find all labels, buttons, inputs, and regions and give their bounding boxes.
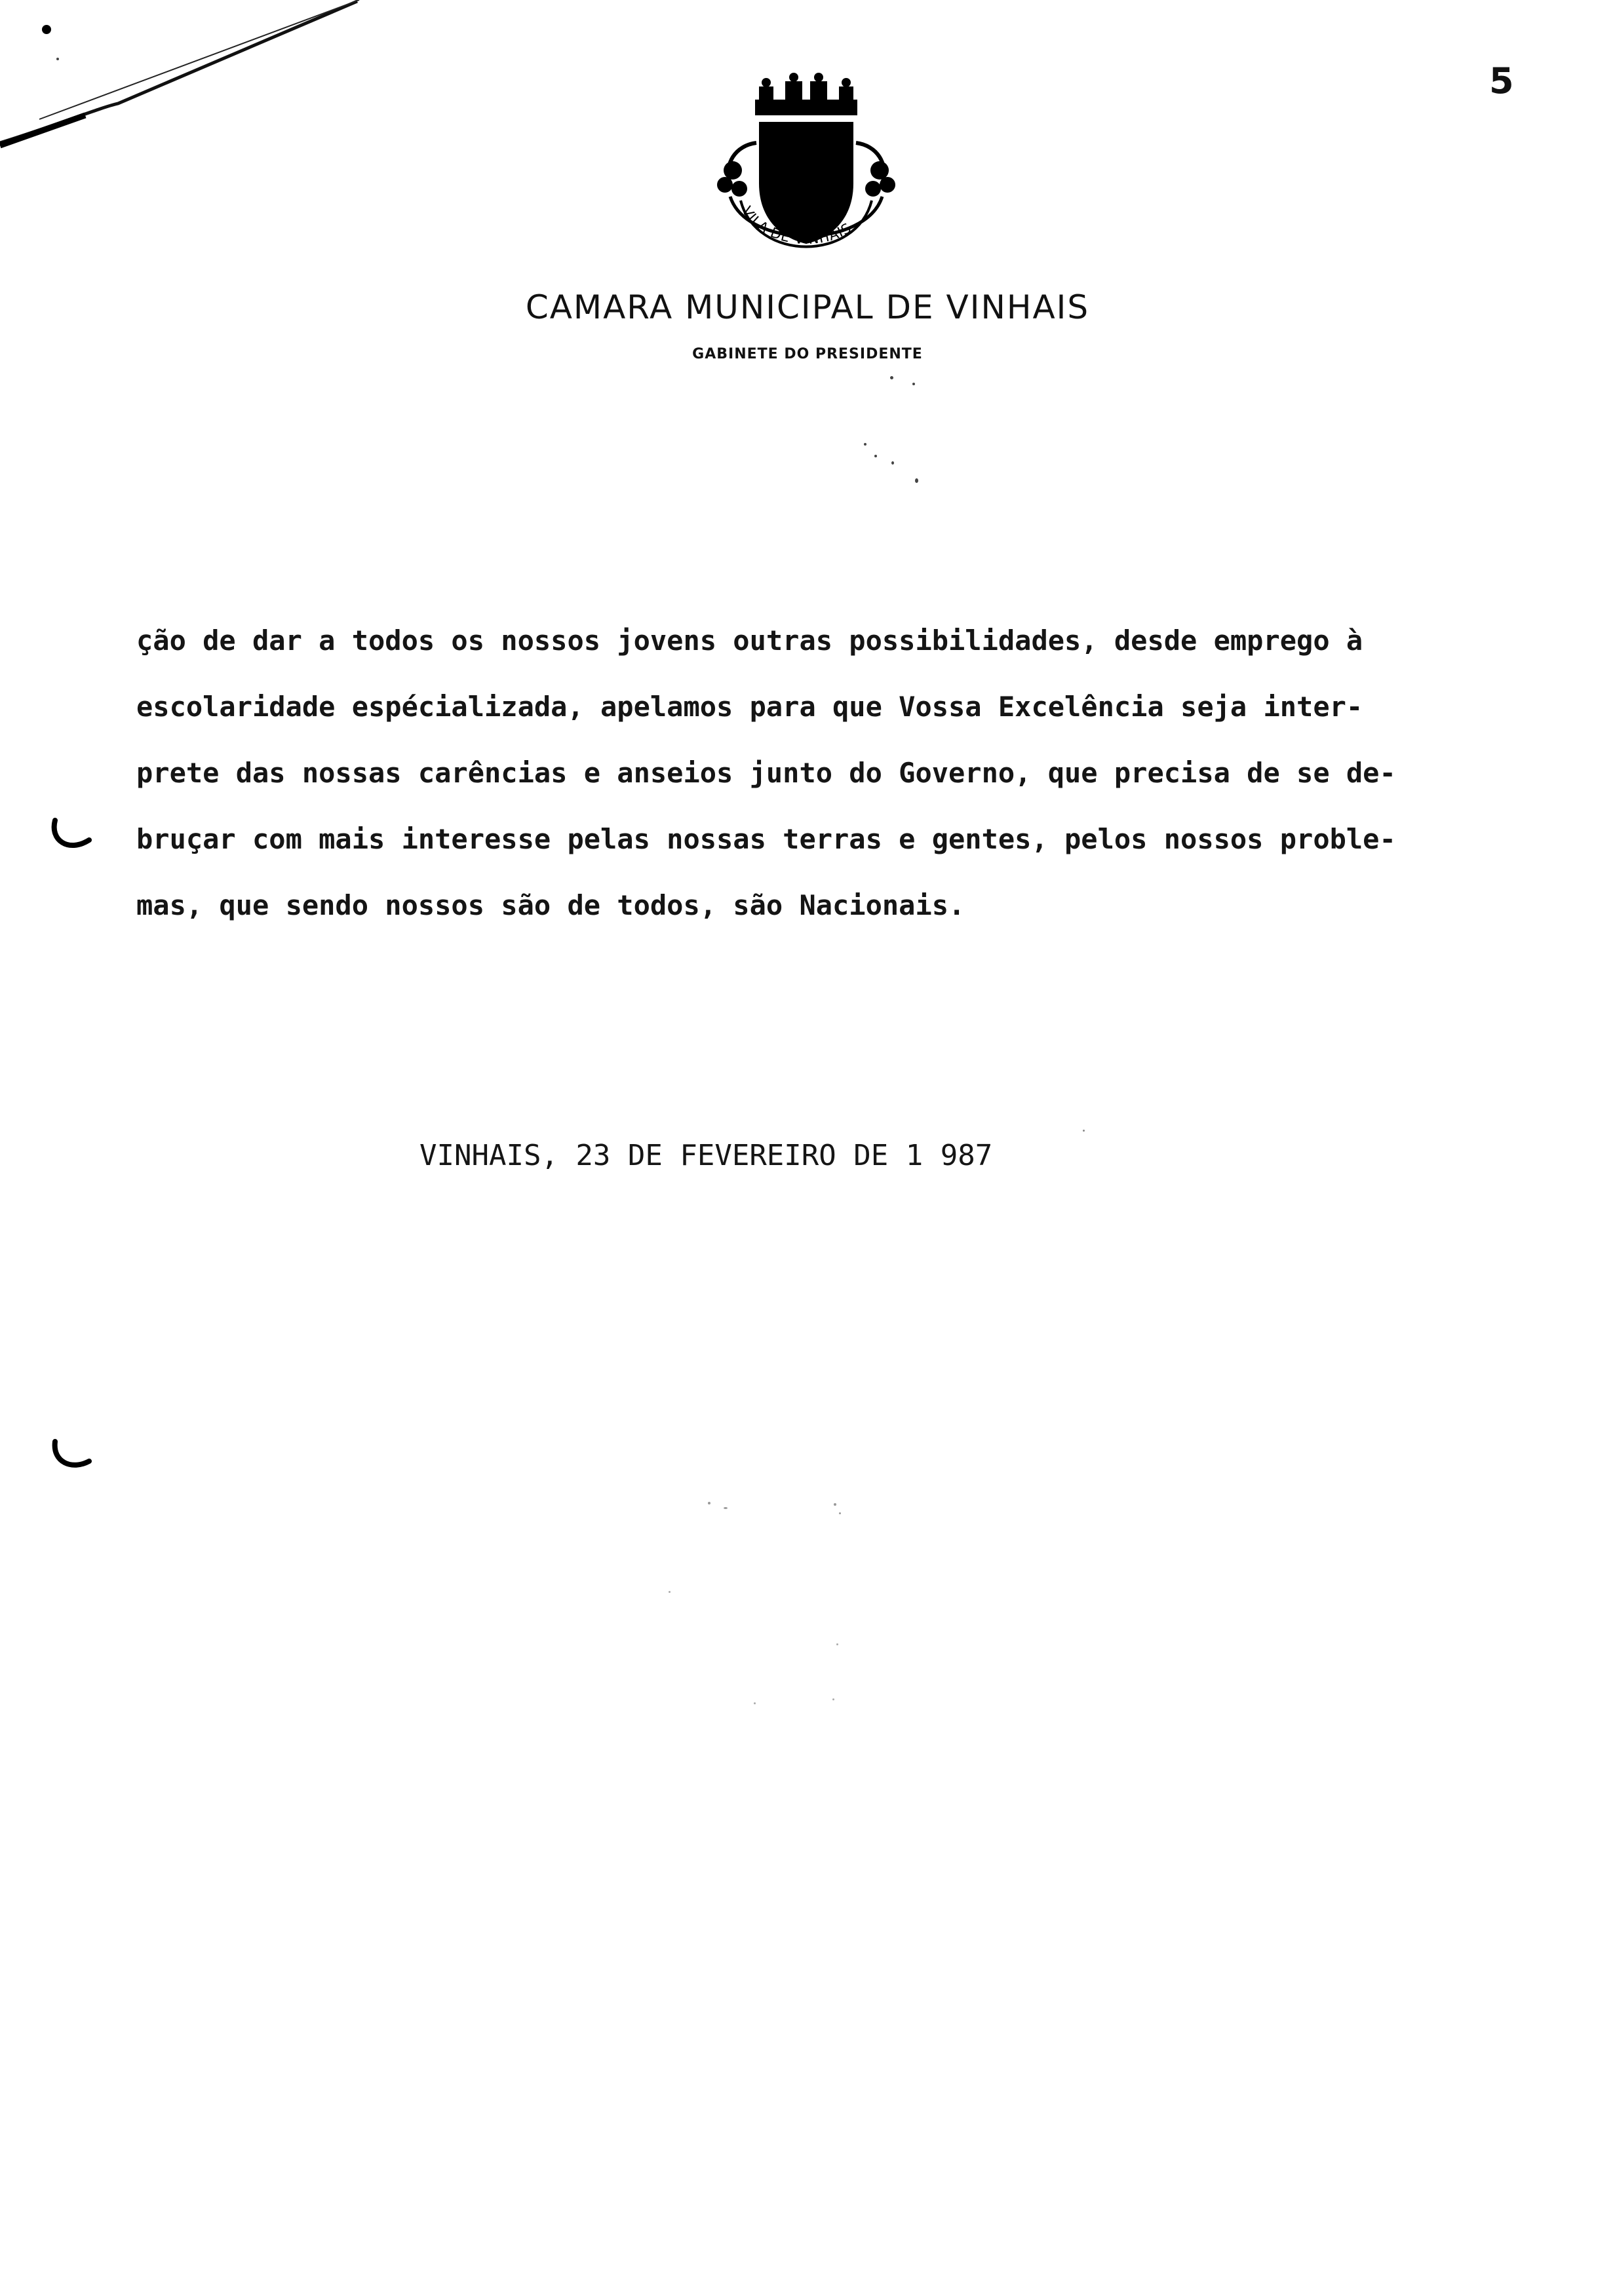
- scan-speck: [839, 1512, 841, 1514]
- scan-speck: [708, 1502, 710, 1504]
- scan-speck: [834, 1503, 836, 1506]
- scan-speck: [724, 1507, 728, 1509]
- page-number: 5: [1489, 60, 1514, 102]
- scan-speck: [836, 1643, 838, 1645]
- municipal-crest-icon: [701, 72, 911, 275]
- body-line: bruçar com mais interesse pelas nossas terras e gentes, pelos nossos proble-: [136, 823, 1396, 855]
- body-line: escolaridade espécializada, apelamos para que Vossa Excelência seja inter-: [136, 691, 1363, 723]
- scan-speck: [669, 1591, 671, 1593]
- pen-stroke-mark: [0, 0, 367, 157]
- scan-speck: [915, 478, 918, 483]
- crest-motto: VILA DE VINHAIS: [739, 203, 855, 248]
- punch-hole-mark: [49, 1439, 94, 1477]
- scan-speck: [1083, 1130, 1085, 1132]
- scan-speck: [832, 1698, 834, 1700]
- office-name: GABINETE DO PRESIDENTE: [692, 346, 923, 362]
- body-line: mas, que sendo nossos são de todos, são Nacionais.: [136, 889, 965, 921]
- scan-speck: [864, 443, 866, 446]
- dateline: VINHAIS, 23 DE FEVEREIRO DE 1 987: [419, 1139, 993, 1172]
- body-line: prete das nossas carências e anseios junto do Governo, que precisa de se de-: [136, 757, 1396, 789]
- scan-speck: [890, 376, 893, 379]
- scan-speck: [874, 455, 877, 457]
- punch-hole-mark: [49, 818, 94, 856]
- letter-body: [136, 621, 1480, 952]
- scan-speck: [912, 383, 915, 385]
- scan-speck: [754, 1702, 756, 1704]
- body-line: ção de dar a todos os nossos jovens outras possibilidades, desde emprego à: [136, 624, 1363, 657]
- ink-dot: [42, 25, 51, 34]
- ink-dot: [56, 58, 59, 60]
- scan-speck: [891, 461, 894, 465]
- organization-name: CAMARA MUNICIPAL DE VINHAIS: [525, 288, 1090, 326]
